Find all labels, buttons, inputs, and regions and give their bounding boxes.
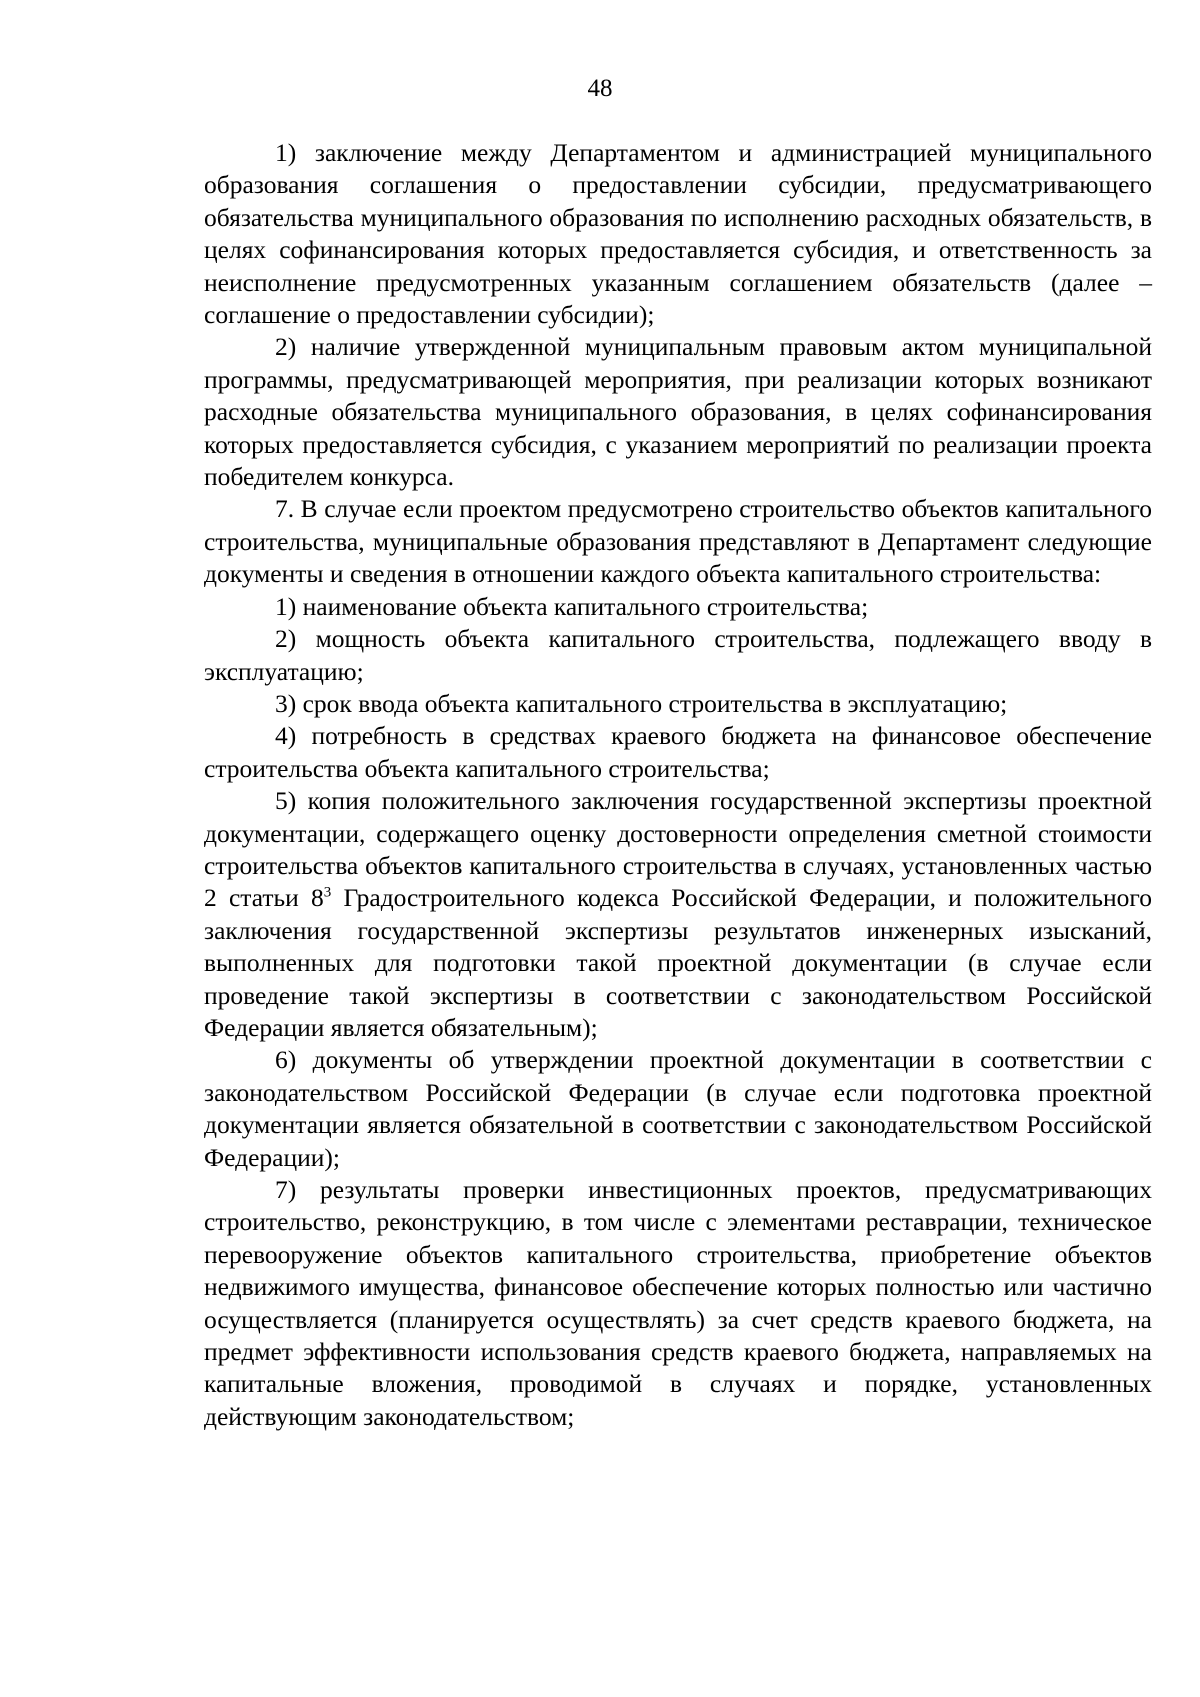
paragraph-municipal-program: 2) наличие утвержденной муниципальным правовым актом муниципальной программы, предусматривающей мероприятия, при реализации которых возникают расходные обязательства муниципального образования, в целях софинансирования которых предоставляется субсидия, с указанием мероприятий по реализации проекта победителем конкурса. [204,332,1152,492]
expertise-text-after: Градостроительного кодекса Российской Федерации, и положительного заключения государственной экспертизы результатов инженерных изысканий, выполненных для подготовки такой проектной документации (в случае если проведение такой экспертизы в соответствии с законодательством Российской Федерации является обязательным); [204,883,1152,1042]
paragraph-expertise-copy [204,785,1152,1044]
paragraph-object-name: 1) наименование объекта капитального строительства; [275,591,869,621]
expertise-text-before: 5) копия положительного заключения государственной экспертизы проектной документации, содержащего оценку достоверности определения сметной стоимости строительства объектов капитального строительства в случаях, установленных частью 2 статьи 8 [204,786,1152,913]
document-body [204,137,1152,1433]
paragraph-section-7: 7. В случае если проектом предусмотрено строительство объектов капитального строительства, муниципальные образования представляют в Департамент следующие документы и сведения в отношении каждого объекта капитального строительства: [204,494,1152,589]
article-superscript: 3 [323,884,332,901]
paragraph-agreement: 1) заключение между Департаментом и администрацией муниципального образования соглашения о предоставлении субсидии, предусматривающего обязательства муниципального образования по исполнению расходных обязательств, в целях софинансирования которых предоставляется субсидия, и ответственность за неисполнение предусмотренных указанным соглашением обязательств (далее – соглашение о предоставлении субсидии); [204,138,1152,330]
paragraph-budget-need: 4) потребность в средствах краевого бюджета на финансовое обеспечение строительства объекта капитального строительства; [204,721,1152,783]
paragraph-object-capacity: 2) мощность объекта капитального строительства, подлежащего вводу в эксплуатацию; [204,624,1152,686]
paragraph-investment-check: 7) результаты проверки инвестиционных проектов, предусматривающих строительство, реконструкцию, в том числе с элементами реставрации, техническое перевооружение объектов капитального строительства, приобретение объектов недвижимого имущества, финансовое обеспечение которых полностью или частично осуществляется (планируется осуществлять) за счет средств краевого бюджета, на предмет эффективности использования средств краевого бюджета, направляемых на капитальные вложения, проводимой в случаях и порядке, установленных действующим законодательством; [204,1175,1152,1431]
paragraph-design-approval: 6) документы об утверждении проектной документации в соответствии с законодательством Российской Федерации (в случае если подготовка проектной документации является обязательной в соответствии с законодательством Российской Федерации); [204,1045,1152,1172]
page-number: 48 [587,75,613,102]
paragraph-commissioning-term: 3) срок ввода объекта капитального строительства в эксплуатацию; [275,688,1008,718]
